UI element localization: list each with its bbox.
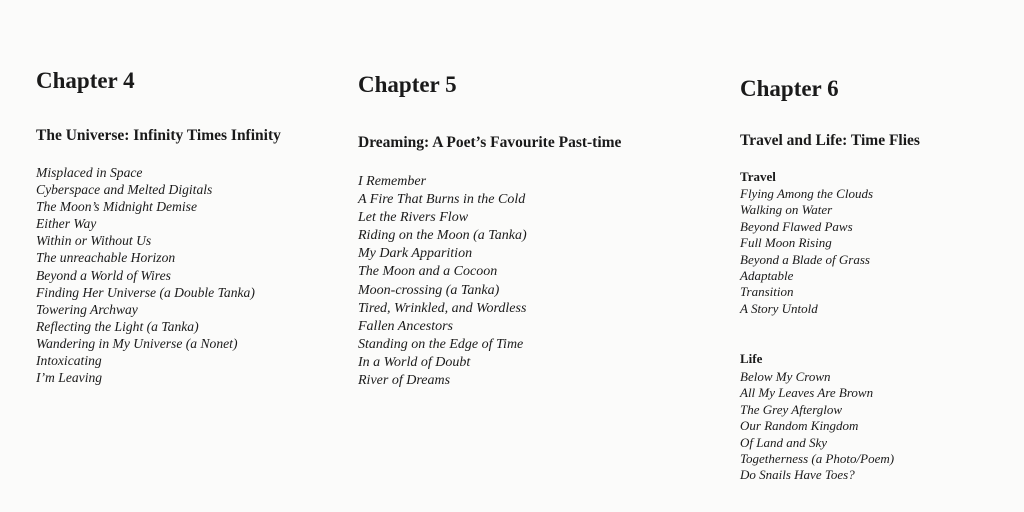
poem-title: The Moon’s Midnight Demise	[36, 199, 197, 215]
poem-list	[36, 164, 255, 386]
poem-title: Either Way	[36, 216, 97, 232]
poem-title: Togetherness (a Photo/Poem)	[740, 451, 895, 467]
poem-title: A Story Untold	[740, 300, 818, 316]
chapter-heading: Chapter 6	[740, 76, 839, 101]
poem-title: Beyond Flawed Paws	[740, 218, 853, 234]
poem-title: Finding Her Universe (a Double Tanka)	[36, 284, 255, 300]
poem-title: Full Moon Rising	[740, 235, 832, 251]
poem-title: Tired, Wrinkled, and Wordless	[358, 300, 527, 316]
poem-list-travel	[740, 186, 873, 317]
poem-title: Cyberspace and Melted Digitals	[36, 182, 213, 198]
chapter-subtitle: Travel and Life: Time Flies	[740, 132, 920, 149]
poem-title: Intoxicating	[36, 353, 102, 369]
poem-title: Misplaced in Space	[36, 165, 143, 180]
poem-title: Do Snails Have Toes?	[740, 467, 855, 483]
poem-title: River of Dreams	[358, 373, 451, 389]
poem-title: Our Random Kingdom	[740, 418, 859, 434]
poem-title: Flying Among the Clouds	[740, 186, 874, 201]
poem-title: Within or Without Us	[36, 233, 152, 249]
poem-title: Beyond a Blade of Grass	[740, 251, 870, 267]
poem-title: Adaptable	[740, 268, 794, 284]
poem-title: The unreachable Horizon	[36, 250, 176, 266]
section-heading-life: Life	[740, 351, 763, 366]
poem-title: Beyond a World of Wires	[36, 267, 171, 283]
poem-title: Fallen Ancestors	[358, 318, 454, 334]
chapter-subtitle: The Universe: Infinity Times Infinity	[36, 127, 281, 144]
poem-title: Of Land and Sky	[740, 434, 828, 450]
poem-title: Wandering in My Universe (a Nonet)	[36, 335, 238, 351]
poem-title: Let the Rivers Flow	[358, 210, 469, 226]
poem-title: I’m Leaving	[36, 370, 103, 386]
poem-title: Below My Crown	[740, 369, 831, 384]
poem-title: The Grey Afterglow	[740, 401, 843, 417]
poem-title: I Remember	[358, 174, 427, 189]
poem-title: All My Leaves Are Brown	[740, 385, 874, 401]
poem-title: Towering Archway	[36, 301, 138, 317]
poem-title: Riding on the Moon (a Tanka)	[358, 228, 527, 244]
chapter-heading: Chapter 4	[36, 68, 135, 93]
poem-list-life	[740, 369, 894, 484]
poem-title: In a World of Doubt	[358, 354, 471, 370]
poem-title: Moon-crossing (a Tanka)	[358, 282, 500, 298]
poem-title: Transition	[740, 284, 794, 300]
poem-title: Reflecting the Light (a Tanka)	[36, 318, 199, 334]
chapter-heading: Chapter 5	[358, 72, 457, 97]
poem-list	[358, 173, 527, 390]
poem-title: A Fire That Burns in the Cold	[358, 192, 526, 208]
poem-title: The Moon and a Cocoon	[358, 264, 498, 280]
chapter-subtitle: Dreaming: A Poet’s Favourite Past-time	[358, 134, 622, 151]
section-heading-travel: Travel	[740, 169, 776, 184]
poem-title: Walking on Water	[740, 202, 833, 218]
poem-title: Standing on the Edge of Time	[358, 336, 524, 352]
poem-title: My Dark Apparition	[358, 246, 473, 262]
